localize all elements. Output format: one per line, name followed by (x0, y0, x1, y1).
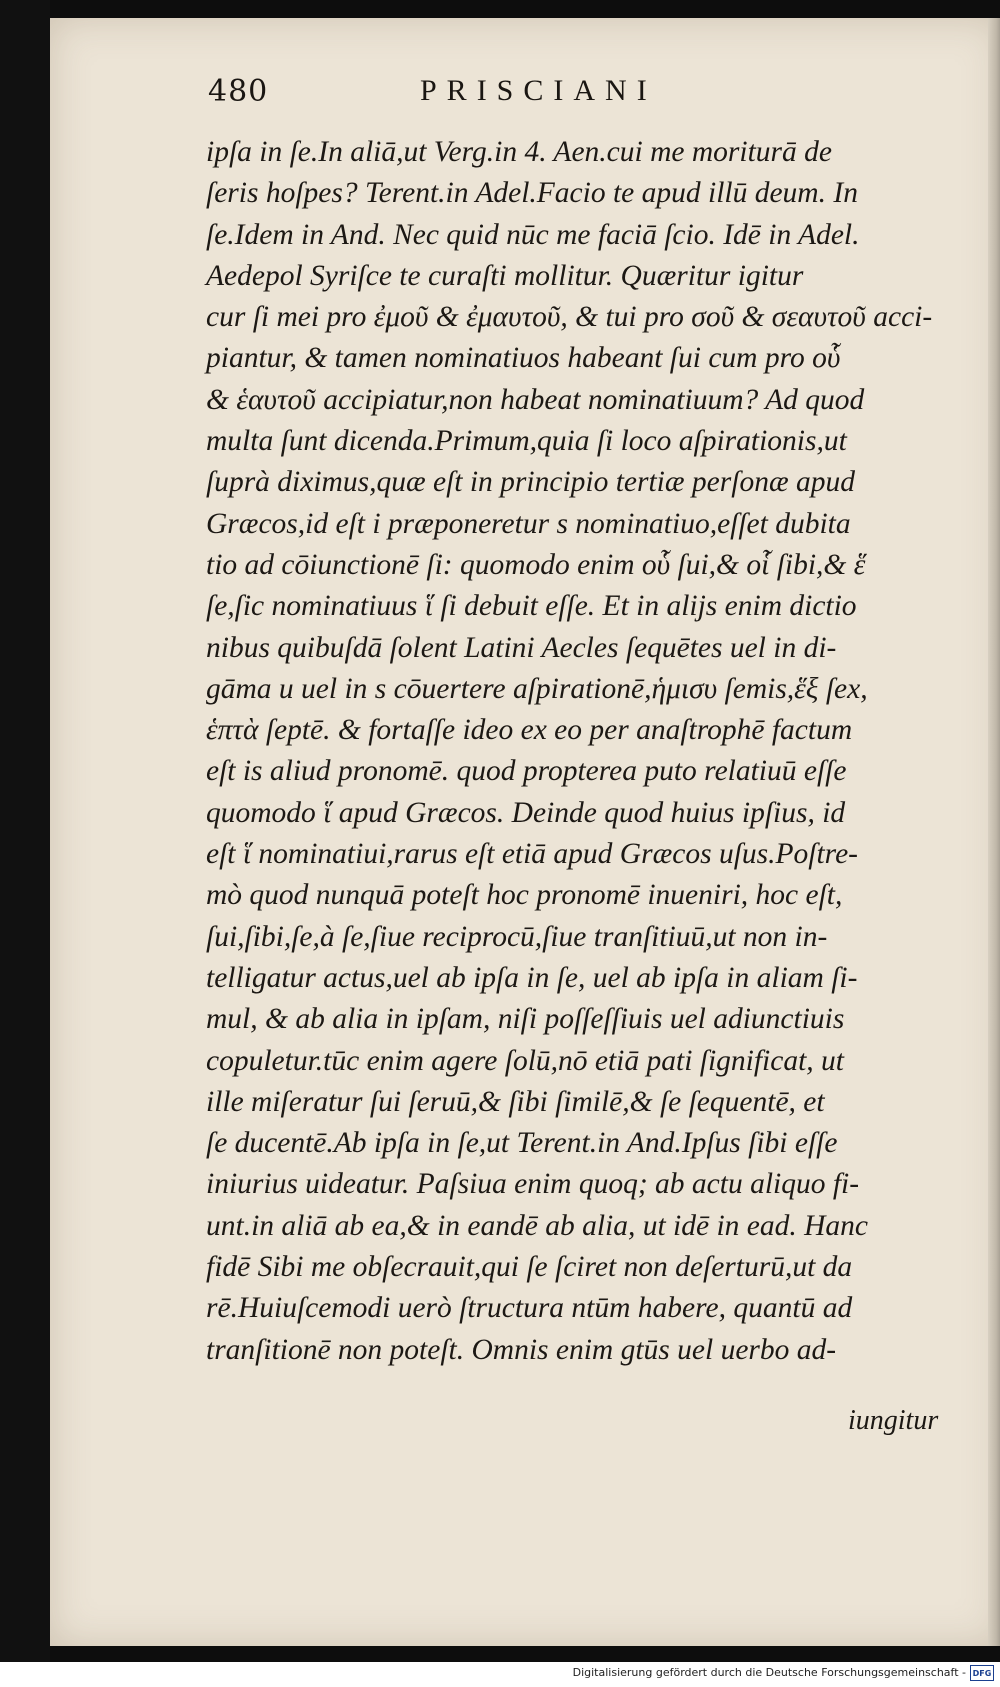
body-text (206, 132, 931, 1371)
text-line: nibus quibuſdā ſolent Latini Aecles ſequētes uel in di- (206, 631, 837, 664)
text-line: unt.in aliā ab ea,& in eandē ab alia, ut idē in ead. Hanc (206, 1209, 869, 1242)
text-line: ſui,ſibi,ſe,à ſe,ſiue reciprocū,ſiue tranſitiuū,ut non in- (206, 920, 828, 953)
text-line: ſe,ſic nominatiuus ἵ ſi debuit eſſe. Et in alijs enim dictio (206, 590, 857, 623)
running-head: PRISCIANI (420, 74, 657, 107)
page-edge (988, 18, 1000, 1646)
dfg-logo: DFG (970, 1665, 994, 1681)
text-line: mul, & ab alia in ipſam, niſi poſſeſſiuis uel adiunctiuis (206, 1003, 845, 1036)
text-line: copuletur.tūc enim agere ſolū,nō etiā pati ſignificat, ut (206, 1044, 844, 1077)
page-header (208, 74, 808, 120)
text-line: piantur, & tamen nominatiuos habeant ſui cum pro οὗ (206, 342, 841, 375)
text-line: iniurius uideatur. Paſsiua enim quoq; ab actu aliquo fi- (206, 1168, 860, 1201)
text-line: & ἑαυτοῦ accipiatur,non habeat nominatiuum? Ad quod (206, 383, 865, 416)
text-line: ſe.Idem in And. Nec quid nūc me faciā ſcio. Idē in Adel. (206, 218, 860, 251)
catchword: iungitur (848, 1405, 939, 1436)
text-line: ἑπτὰ ſeptē. & fortaſſe ideo ex eo per anaſtrophē factum (206, 714, 853, 747)
text-line: tranſitionē non poteſt. Omnis enim gtūs uel uerbo ad- (206, 1333, 837, 1366)
scan-background (0, 0, 50, 1687)
text-line: ille miſeratur ſui ſeruū,& ſibi ſimilē,& ſe ſequentē, et (206, 1085, 825, 1118)
text-line: ſe ducentē.Ab ipſa in ſe,ut Terent.in And.Ipſus ſibi eſſe (206, 1127, 838, 1160)
page-number: 480 (208, 74, 269, 109)
text-line: rē.Huiuſcemodi uerò ſtructura ntūm habere, quantū ad (206, 1292, 853, 1325)
text-line: Aedepol Syriſce te curaſti mollitur. Quæritur igitur (206, 259, 804, 292)
text-line: gāma u uel in s cōuertere aſpirationē,ἡμισυ ſemis,ἕξ ſex, (206, 672, 868, 705)
text-line: eſt ἵ nominatiui,rarus eſt etiā apud Græcos uſus.Poſtre- (206, 838, 858, 871)
text-line: multa ſunt dicenda.Primum,quia ſi loco aſpirationis,ut (206, 425, 847, 458)
text-line: telligatur actus,uel ab ipſa in ſe, uel ab ipſa in aliam ſi- (206, 961, 858, 994)
text-line: ſeris hoſpes? Terent.in Adel.Facio te apud illū deum. In (206, 177, 858, 210)
text-line: mò quod nunquā poteſt hoc pronomē inueniri, hoc eſt, (206, 879, 843, 912)
text-line: fidē Sibi me obſecrauit,qui ſe ſciret non deſerturū,ut da (206, 1251, 853, 1284)
text-line: ipſa in ſe.In aliā,ut Verg.in 4. Aen.cui me moriturā de (206, 136, 832, 168)
text-line: Græcos,id eſt i præponeretur s nominatiuo,eſſet dubita (206, 507, 851, 540)
text-line: cur ſi mei pro ἐμοῦ & ἐμαυτοῦ, & tui pro σοῦ & σεαυτοῦ acci- (206, 301, 933, 334)
text-line: quomodo ἵ apud Græcos. Deinde quod huius ipſius, id (206, 796, 846, 829)
text-line: tio ad cōiunctionē ſi: quomodo enim οὗ ſui,& οἷ ſibi,& ἕ (206, 548, 866, 581)
digitization-credit: Digitalisierung gefördert durch die Deutsche Forschungsgemeinschaft - (572, 1666, 966, 1679)
text-line: ſuprà diximus,quæ eſt in principio tertiæ perſonæ apud (206, 466, 855, 499)
text-line: eſt is aliud pronomē. quod propterea puto relatiuū eſſe (206, 755, 847, 788)
footer-bar (0, 1662, 1000, 1687)
